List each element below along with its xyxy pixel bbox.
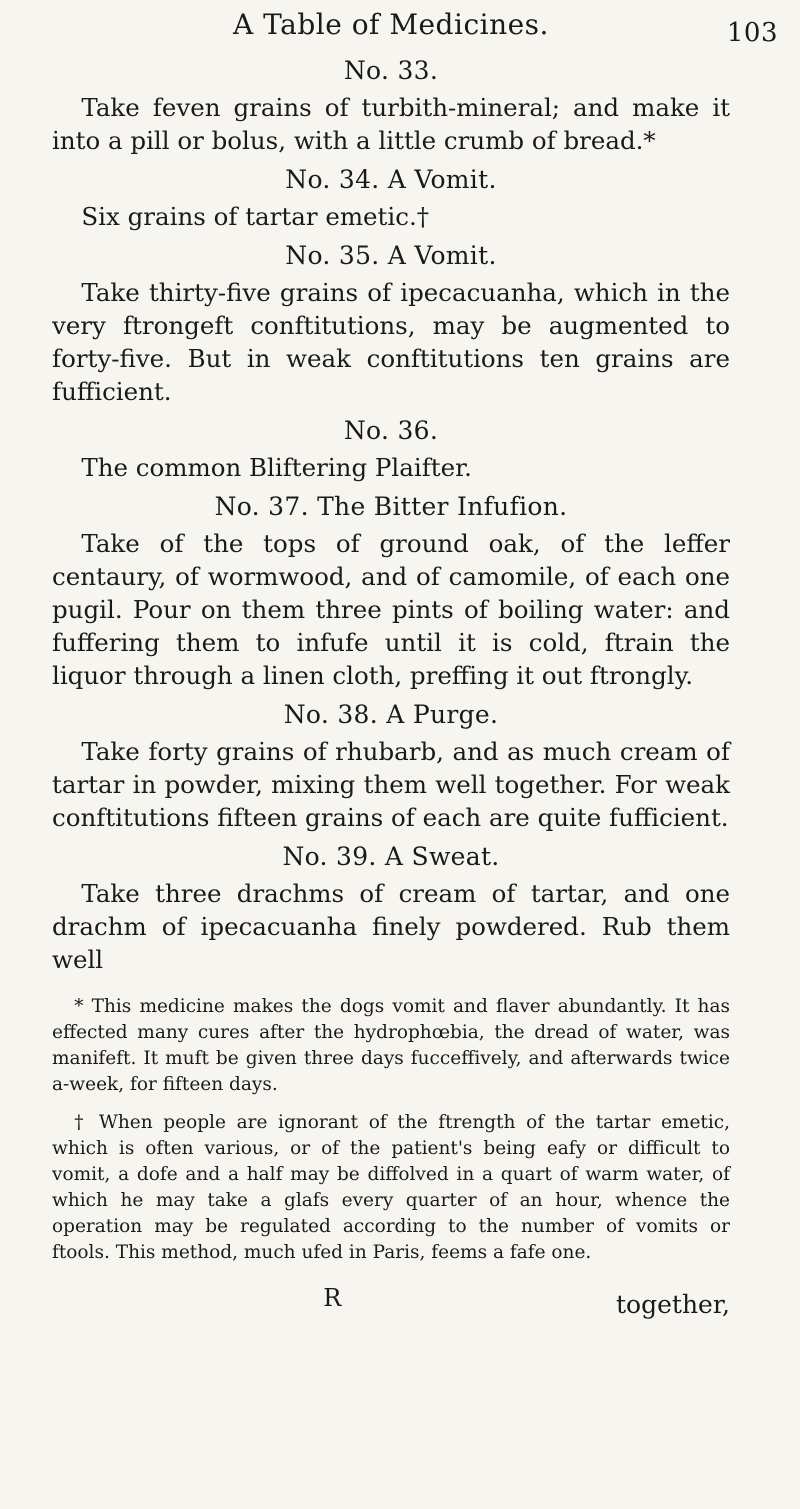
recipe-title: No. 39. A Sweat. bbox=[282, 842, 500, 871]
signature-mark: R bbox=[323, 1284, 342, 1312]
running-title: A Table of Medicines. bbox=[233, 8, 549, 41]
recipe-35 bbox=[52, 241, 730, 408]
recipe-38 bbox=[52, 700, 730, 834]
recipe-body: Take thirty-five grains of ipecacuanha, which in the very ftrongeft conftitutions, may be augmented to forty-five. But in weak conftitutions ten grains are fufficient. bbox=[52, 278, 730, 406]
recipe-33 bbox=[52, 56, 730, 157]
recipe-title: No. 37. The Bitter Infufion. bbox=[214, 492, 568, 521]
recipe-body: Take feven grains of turbith-mineral; and make it into a pill or bolus, with a little crumb of bread.* bbox=[52, 93, 730, 155]
recipe-title: No. 35. A Vomit. bbox=[285, 241, 497, 270]
recipe-title: No. 34. A Vomit. bbox=[285, 165, 497, 194]
footnotes bbox=[52, 994, 730, 1266]
recipe-title: No. 38. A Purge. bbox=[283, 700, 499, 729]
recipe-title: No. 36. bbox=[343, 416, 439, 445]
footnote-asterisk: * This medicine makes the dogs vomit and flaver abundantly. It has effected many cures after the hydrophœbia, the dread of water, was manifeft. It muft be given three days fucceffively, and afterwards twice a-week, for fifteen days. bbox=[52, 996, 730, 1095]
recipe-body: Take forty grains of rhubarb, and as much cream of tartar in powder, mixing them well together. For weak conftitutions fifteen grains of each are quite fufficient. bbox=[52, 737, 730, 832]
catchword: together, bbox=[616, 1290, 730, 1319]
recipe-body: Take of the tops of ground oak, of the leffer centaury, of wormwood, and of camomile, of each one pugil. Pour on them three pints of boiling water: and fuffering them to infufe until it is cold, ftrain the liquor through a linen cloth, preffing it out ftrongly. bbox=[52, 529, 730, 690]
page-footer bbox=[52, 1278, 730, 1326]
footnote-dagger: † When people are ignorant of the ftrength of the tartar emetic, which is often various, or of the patient's being eafy or difficult to vomit, a dofe and a half may be diffolved in a quart of warm water, of which he may take a glafs every quarter of an hour, whence the operation may be regulated according to the number of vomits or ftools. This method, much ufed in Paris, feems a fafe one. bbox=[52, 1112, 730, 1263]
running-head bbox=[52, 0, 778, 48]
page-number: 103 bbox=[726, 18, 778, 48]
recipe-body: The common Bliftering Plaifter. bbox=[81, 453, 472, 482]
recipe-34 bbox=[52, 165, 730, 233]
recipe-body: Take three drachms of cream of tartar, and one drachm of ipecacuanha finely powdered. Rub them well bbox=[52, 879, 730, 974]
recipe-39 bbox=[52, 842, 730, 976]
recipe-37 bbox=[52, 492, 730, 692]
recipe-36 bbox=[52, 416, 730, 484]
recipe-title: No. 33. bbox=[343, 56, 439, 85]
recipe-body: Six grains of tartar emetic.† bbox=[81, 202, 429, 231]
